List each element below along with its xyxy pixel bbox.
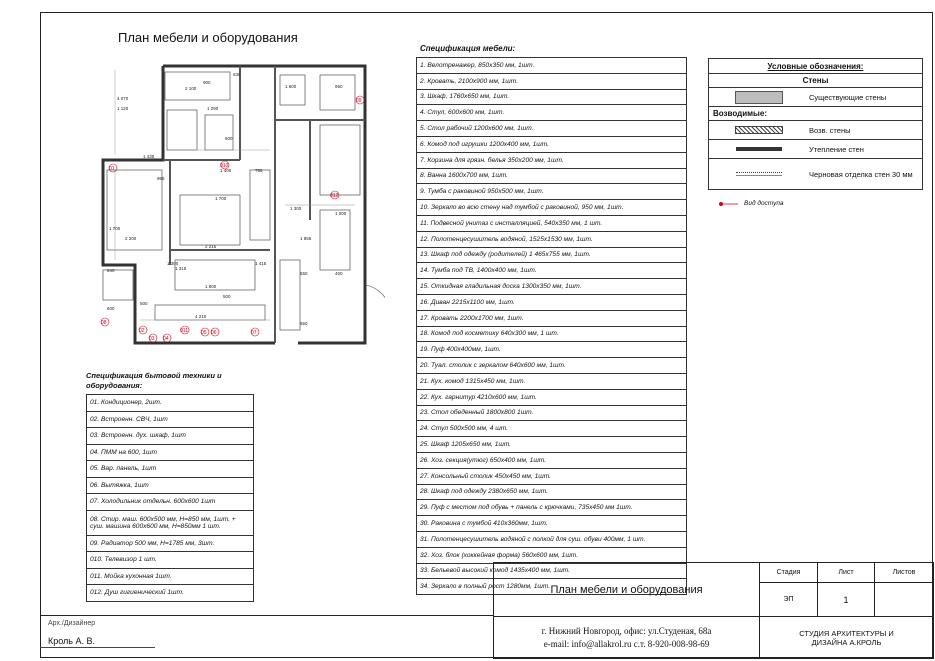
spec-row (417, 136, 687, 152)
equipment-marker: 01 (109, 166, 115, 172)
equipment-row (87, 585, 254, 602)
spec-row (417, 247, 687, 263)
dim-label: 2 100 (185, 86, 197, 91)
contacts-text: e-mail: info@allakrol.ru с.т. 8-920-008-98-69 (543, 638, 710, 649)
spec-cell: 1. Велотренажер, 850x350 мм, 1шт. (417, 58, 687, 74)
spec-cell: 9. Тумба с раковиной 950x500 мм, 1шт. (417, 184, 687, 200)
equipment-marker: 010 (220, 163, 229, 169)
sheets-label: Листов (875, 563, 934, 583)
equipment-row (87, 568, 254, 585)
spec-cell: 23. Стол обеденный 1800x800 1шт. (417, 405, 687, 421)
dim-label: 500 (140, 301, 148, 306)
stage-label: Стадия (760, 563, 818, 583)
spec-cell: 12. Полотенцесушитель водяной, 1525x1530 мм, 1шт. (417, 231, 687, 247)
equipment-cell: 010. Телевизор 1 шт. (87, 552, 254, 569)
spec-cell: 20. Туал. столик с зеркалом 640x600 мм, 1шт. (417, 358, 687, 374)
spec-row (417, 452, 687, 468)
spec-row (417, 484, 687, 500)
spec-row (417, 200, 687, 216)
equipment-marker: 012 (330, 193, 339, 199)
spec-cell: 31. Полотенцесушитель водяной с полкой для суш. обуви 400мм, 1 шт. (417, 531, 687, 547)
equipment-row (87, 494, 254, 511)
page-title: План мебели и оборудования (118, 30, 298, 45)
access-legend (718, 200, 784, 207)
dim-label: 600 (107, 306, 115, 311)
address-text: г. Нижний Новгород, офис: ул.Студеная, 68а (541, 625, 712, 636)
furniture-spec-title: Спецификация мебели: (420, 44, 516, 53)
furniture-spec-table (416, 57, 687, 595)
author-block (40, 615, 493, 659)
spec-row (417, 231, 687, 247)
new-wall-swatch (735, 126, 783, 134)
spec-cell: 3. Шкаф, 1760x650 мм, 1шт. (417, 89, 687, 105)
dim-label: 2 215 (205, 244, 217, 249)
author-name: Кроль А. В. (48, 636, 96, 646)
dim-label: 900 (203, 80, 211, 85)
equipment-marker: 08 (101, 320, 107, 326)
equipment-marker: 04 (163, 336, 169, 342)
spec-cell: 25. Шкаф 1205x650 мм, 1шт. (417, 437, 687, 453)
dim-label: 1 290 (207, 106, 219, 111)
spec-row (417, 437, 687, 453)
equipment-cell: 04. ПММ на 600, 1шт (87, 444, 254, 461)
title-block (493, 562, 934, 659)
dim-label: 1 415 (255, 261, 267, 266)
spec-cell: 22. Кух. гарнитур 4210x600 мм, 1шт. (417, 389, 687, 405)
insulation-swatch (736, 147, 782, 151)
dim-label: 650 (300, 271, 308, 276)
stage-value: ЭП (760, 583, 818, 617)
legend-label: Утепление стен (809, 144, 864, 154)
spec-cell: 24. Стул 500x500 мм, 4 шт. (417, 421, 687, 437)
legend-walls-heading: Стены (709, 74, 922, 88)
dim-label: 1 700 (109, 226, 121, 231)
dim-label: 965 (157, 176, 165, 181)
legend-label: Черновая отделка стен 30 мм (809, 169, 913, 179)
spec-row (417, 263, 687, 279)
stamp-title: План мебели и оборудования (494, 563, 760, 617)
equipment-cell: 05. Вар. панель, 1шт (87, 461, 254, 478)
spec-row (417, 531, 687, 547)
spec-row (417, 500, 687, 516)
equipment-cell: 012. Душ гигиенический 1шт. (87, 585, 254, 602)
dim-label: 1 300 (167, 261, 179, 266)
dim-label: 4 210 (195, 314, 207, 319)
spec-row (417, 389, 687, 405)
equipment-row (87, 535, 254, 552)
equipment-cell: 07. Холодильник отдельн. 600x600 1шт (87, 494, 254, 511)
dim-label: 600 (225, 136, 233, 141)
sheet-value: 1 (818, 583, 875, 617)
equipment-row (87, 477, 254, 494)
dim-label: 640 (107, 268, 115, 273)
spec-cell: 11. Подвесной унитаз с инсталляцией, 540x350 мм, 1 шт. (417, 215, 687, 231)
dim-label: 1 300 (290, 206, 302, 211)
legend-row-new-walls (709, 121, 922, 140)
equipment-row (87, 395, 254, 412)
spec-cell: 27. Консольный столик 450x450 мм, 1шт. (417, 468, 687, 484)
spec-cell: 2. Кровать, 2100x900 мм, 1шт. (417, 73, 687, 89)
spec-cell: 6. Комод под игрушки 1200x400 мм, 1шт. (417, 136, 687, 152)
spec-cell: 19. Пуф 400x400мм, 1шт. (417, 342, 687, 358)
spec-row (417, 358, 687, 374)
spec-cell: 8. Ванна 1600x700 мм, 1шт. (417, 168, 687, 184)
sheet-label: Лист (818, 563, 875, 583)
spec-cell: 14. Тумба под ТВ, 1400x400 мм, 1шт. (417, 263, 687, 279)
spec-cell: 7. Корзина для грязн. белья 350x200 мм, 1шт. (417, 152, 687, 168)
equipment-spec-title: Спецификация бытовой техники и оборудования: (86, 371, 222, 390)
equipment-row (87, 461, 254, 478)
equipment-row (87, 510, 254, 535)
spec-row (417, 421, 687, 437)
equipment-cell: 08. Стир. маш. 600x500 мм, H=850 мм, 1шт. + суш. машина 600x600 мм, H=850мм 1 шт. (87, 510, 254, 535)
spec-cell: 13. Шкаф под одежду (родителей) 1 465x755 мм, 1шт. (417, 247, 687, 263)
spec-row (417, 405, 687, 421)
dim-label: 1 120 (117, 106, 129, 111)
equipment-marker: 07 (251, 330, 257, 336)
legend-title: Условные обозначения: (709, 59, 922, 74)
spec-row (417, 215, 687, 231)
spec-row (417, 168, 687, 184)
dim-label: 4 070 (117, 96, 129, 101)
dim-label: 450 (335, 271, 343, 276)
spec-cell: 26. Хоз. секция(утюг) 650x400 мм, 1шт. (417, 452, 687, 468)
dim-label: 1 400 (220, 168, 232, 173)
legend-label: Существующие стены (809, 92, 887, 102)
spec-row (417, 73, 687, 89)
dim-label: 500 (223, 294, 231, 299)
dim-label: 1 000 (335, 211, 347, 216)
dim-label: 1 315 (175, 266, 187, 271)
legend-row-insulation (709, 140, 922, 159)
spec-cell: 18. Комод под косметику 640x300 мм, 1 шт. (417, 326, 687, 342)
spec-cell: 34. Зеркало в полный рост 1280мм, 1шт. (417, 579, 687, 595)
equipment-marker: 03 (149, 336, 155, 342)
contact-block (494, 617, 760, 659)
spec-row (417, 516, 687, 532)
spec-cell: 33. Бельевой высокий комод 1435x400 мм, 1шт. (417, 563, 687, 579)
equipment-cell: 06. Вытяжка, 1шт (87, 477, 254, 494)
dim-label: 1 600 (285, 84, 297, 89)
spec-cell: 21. Кух. комод 1315x450 мм, 1шт. (417, 373, 687, 389)
legend-row-finish (709, 159, 922, 189)
spec-row (417, 121, 687, 137)
access-arrow-icon (718, 201, 740, 207)
studio-name: СТУДИЯ АРХИТЕКТУРЫ И ДИЗАЙНА А.КРОЛЬ (760, 617, 934, 659)
spec-cell: 17. Кровать 2200x1700 мм, 1шт. (417, 310, 687, 326)
legend-label: Возв. стены (809, 125, 851, 135)
finish-swatch (736, 172, 782, 176)
spec-row (417, 105, 687, 121)
spec-cell: 15. Откидная гладильная доска 1300x350 мм, 1шт. (417, 279, 687, 295)
equipment-marker: 09 (356, 98, 362, 104)
spec-row (417, 468, 687, 484)
equipment-cell: 09. Радиатор 500 мм, H=1785 мм, 3шт. (87, 535, 254, 552)
dim-label: 635 (233, 72, 241, 77)
spec-row (417, 373, 687, 389)
spec-cell: 30. Раковина с тумбой 410x360мм, 1шт. (417, 516, 687, 532)
spec-cell: 10. Зеркало во всю стену над тумбой с раковиной, 950 мм, 1шт. (417, 200, 687, 216)
spec-cell: 32. Хоз. блок (хоккейная форма) 560x600 мм, 1шт. (417, 547, 687, 563)
equipment-marker: 02 (139, 328, 145, 334)
equipment-row (87, 428, 254, 445)
spec-cell: 4. Стул, 600x600 мм, 1шт. (417, 105, 687, 121)
spec-row (417, 310, 687, 326)
equipment-cell: 01. Кондиционер, 2шт. (87, 395, 254, 412)
legend (708, 58, 923, 190)
legend-row-existing (709, 88, 922, 107)
equipment-cell: 011. Мойка кухонная 1шт. (87, 568, 254, 585)
dim-label: 2 200 (125, 236, 137, 241)
floor-plan (95, 60, 385, 360)
spec-row (417, 294, 687, 310)
equipment-cell: 03. Встроенн. дух. шкаф, 1шт (87, 428, 254, 445)
spec-row (417, 152, 687, 168)
sheets-value (875, 583, 934, 617)
equipment-row (87, 444, 254, 461)
role-label: Арх./Дизайнер (48, 620, 96, 627)
existing-wall-swatch (735, 91, 783, 104)
spec-row (417, 279, 687, 295)
dim-label: 755 (255, 168, 263, 173)
equipment-spec-table (86, 394, 254, 602)
legend-erected-heading: Возводимые: (709, 107, 922, 121)
dim-label: 1 700 (215, 196, 227, 201)
spec-row (417, 342, 687, 358)
dim-label: 650 (300, 321, 308, 326)
equipment-cell: 02. Встроенн. СВЧ, 1шт (87, 411, 254, 428)
equipment-marker: 011 (180, 328, 188, 334)
spec-cell: 5. Стол рабочий 1200x600 мм, 1шт. (417, 121, 687, 137)
dim-label: 1 435 (143, 154, 155, 159)
spec-row (417, 58, 687, 74)
spec-cell: 16. Диван 2215x1100 мм, 1шт. (417, 294, 687, 310)
dim-label: 950 (335, 84, 343, 89)
spec-cell: 28. Шкаф под одежду 2380x650 мм, 1шт. (417, 484, 687, 500)
equipment-row (87, 411, 254, 428)
dim-label: 1 855 (300, 236, 312, 241)
spec-row (417, 547, 687, 563)
equipment-row (87, 552, 254, 569)
spec-row (417, 326, 687, 342)
equipment-marker: 05 (201, 330, 207, 336)
spec-row (417, 89, 687, 105)
spec-cell: 29. Пуф с местом под обувь + панель с крючками, 735x450 мм 1шт. (417, 500, 687, 516)
access-label: Вид доступа (744, 200, 784, 207)
dim-label: 1 800 (205, 284, 217, 289)
equipment-marker: 06 (211, 330, 217, 336)
spec-row (417, 184, 687, 200)
